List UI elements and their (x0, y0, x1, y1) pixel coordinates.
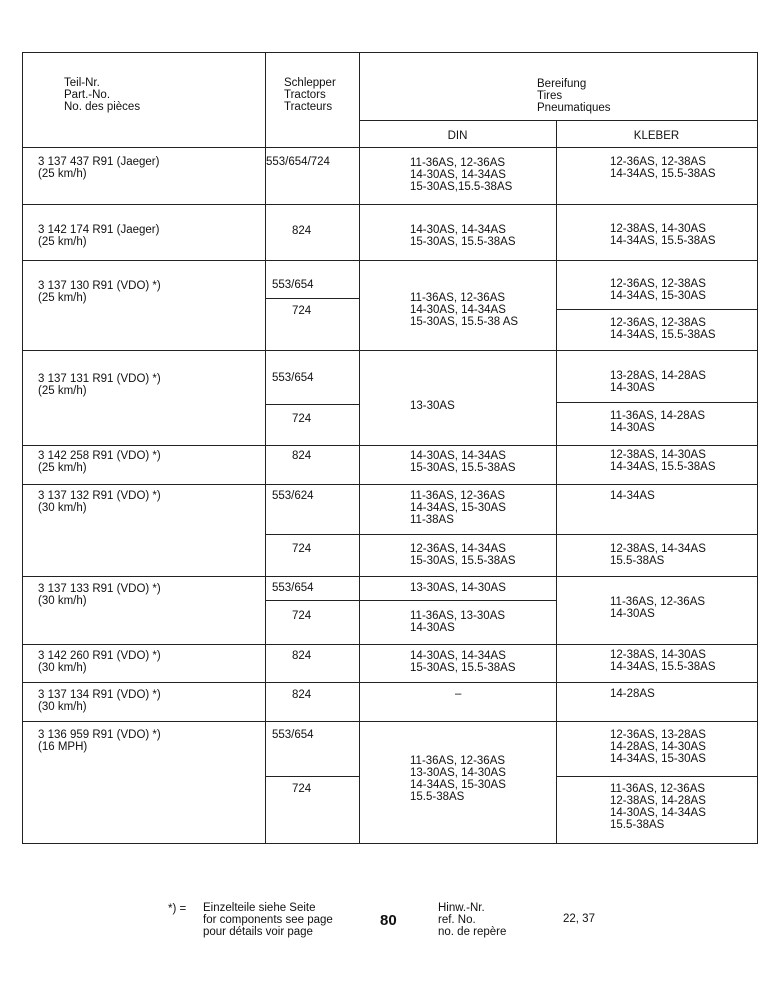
subrow-separator (265, 298, 359, 299)
kleber-tires: 12-36AS, 13-28AS 14-28AS, 14-30AS 14-34AS, 15-30AS (610, 729, 706, 765)
tractor-model: 824 (292, 650, 312, 662)
table-bottom-border (22, 843, 758, 844)
tractor-model: 824 (292, 225, 312, 237)
din-tires: 11-36AS, 13-30AS 14-30AS (410, 610, 506, 634)
tractor-model: 824 (292, 450, 312, 462)
row-separator (22, 484, 758, 485)
tractor-model: 553/654 (272, 729, 314, 741)
subrow-separator (556, 402, 757, 403)
footnote-marker: *) = (168, 903, 187, 915)
din-tires: 13-30AS, 14-30AS (410, 582, 506, 594)
kleber-tires: 13-28AS, 14-28AS 14-30AS (610, 370, 706, 394)
din-tires: 11-36AS, 12-36AS 14-34AS, 15-30AS 11-38AS (410, 490, 506, 526)
tractor-model: 553/624 (272, 490, 314, 502)
din-tires: 12-36AS, 14-34AS 15-30AS, 15.5-38AS (410, 543, 516, 567)
din-tires: 14-30AS, 14-34AS 15-30AS, 15.5-38AS (410, 224, 516, 248)
column-divider-tractors (359, 52, 360, 843)
part-number: 3 137 131 R91 (VDO) *) (25 km/h) (38, 373, 161, 397)
table-right-border (757, 52, 758, 843)
kleber-tires: 11-36AS, 12-36AS 14-30AS (610, 596, 706, 620)
part-number: 3 137 132 R91 (VDO) *) (30 km/h) (38, 490, 161, 514)
din-tires: 13-30AS (410, 400, 455, 412)
tires-subheader-line (359, 120, 757, 121)
kleber-tires: 11-36AS, 14-28AS 14-30AS (610, 410, 706, 434)
tractor-model: 724 (292, 543, 312, 555)
din-tires: 11-36AS, 12-36AS 14-30AS, 14-34AS 15-30AS,15.5-38AS (410, 157, 513, 193)
subrow-separator (265, 600, 556, 601)
kleber-tires: 12-38AS, 14-30AS 14-34AS, 15.5-38AS (610, 649, 716, 673)
reference-label: Hinw.-Nr. ref. No. no. de repère (438, 902, 507, 938)
tractor-model: 553/654 (272, 279, 314, 291)
part-number: 3 137 437 R91 (Jaeger) (25 km/h) (38, 156, 160, 180)
subrow-separator (265, 404, 359, 405)
part-number: 3 142 260 R91 (VDO) *) (30 km/h) (38, 650, 161, 674)
column-divider-din (556, 120, 557, 843)
subrow-separator (265, 534, 757, 535)
kleber-tires: 14-28AS (610, 688, 655, 700)
row-separator (22, 350, 758, 351)
kleber-tires: 12-38AS, 14-30AS 14-34AS, 15.5-38AS (610, 449, 716, 473)
kleber-tires: 12-38AS, 14-30AS 14-34AS, 15.5-38AS (610, 223, 716, 247)
tractor-model: 553/654/724 (266, 156, 330, 168)
subrow-separator (265, 776, 359, 777)
tractor-model: 553/654 (272, 372, 314, 384)
din-tires: 14-30AS, 14-34AS 15-30AS, 15.5-38AS (410, 450, 516, 474)
kleber-tires: 12-36AS, 12-38AS 14-34AS, 15.5-38AS (610, 317, 716, 341)
part-number: 3 136 959 R91 (VDO) *) (16 MPH) (38, 729, 161, 753)
din-tires: – (455, 688, 462, 700)
row-separator (22, 682, 758, 683)
tractor-model: 724 (292, 783, 312, 795)
row-separator (22, 260, 758, 261)
part-number: 3 142 174 R91 (Jaeger) (25 km/h) (38, 224, 160, 248)
tractors-header: Schlepper Tractors Tracteurs (284, 77, 336, 113)
kleber-tires: 14-34AS (610, 490, 655, 502)
row-separator (22, 644, 758, 645)
tractor-model: 724 (292, 305, 312, 317)
kleber-tires: 11-36AS, 12-36AS 12-38AS, 14-28AS 14-30AS, 14-34AS 15.5-38AS (610, 783, 706, 831)
kleber-tires: 12-36AS, 12-38AS 14-34AS, 15.5-38AS (610, 156, 716, 180)
subrow-separator (556, 309, 757, 310)
column-divider-part (265, 52, 266, 843)
page-reference: 80 (380, 912, 397, 929)
kleber-tires: 12-38AS, 14-34AS 15.5-38AS (610, 543, 706, 567)
footnote-text: Einzelteile siehe Seite for components see page pour détails voir page (203, 902, 333, 938)
kleber-header: KLEBER (633, 130, 680, 142)
part-no-header: Teil-Nr. Part.-No. No. des pièces (64, 77, 141, 113)
din-header: DIN (447, 130, 468, 142)
table-left-border (22, 52, 23, 843)
tractor-model: 724 (292, 610, 312, 622)
din-tires: 11-36AS, 12-36AS 14-30AS, 14-34AS 15-30AS, 15.5-38 AS (410, 292, 519, 328)
kleber-tires: 12-36AS, 12-38AS 14-34AS, 15-30AS (610, 278, 706, 302)
tires-header: Bereifung Tires Pneumatiques (537, 78, 611, 114)
table-top-border (22, 52, 758, 53)
reference-values: 22, 37 (563, 913, 595, 925)
row-separator (22, 445, 758, 446)
row-separator (22, 576, 758, 577)
din-tires: 14-30AS, 14-34AS 15-30AS, 15.5-38AS (410, 650, 516, 674)
part-number: 3 142 258 R91 (VDO) *) (25 km/h) (38, 450, 161, 474)
din-tires: 11-36AS, 12-36AS 13-30AS, 14-30AS 14-34AS, 15-30AS 15.5-38AS (410, 755, 506, 803)
tractor-model: 824 (292, 689, 312, 701)
header-bottom-line (22, 147, 758, 148)
tractor-model: 553/654 (272, 582, 314, 594)
row-separator (22, 721, 758, 722)
part-number: 3 137 133 R91 (VDO) *) (30 km/h) (38, 583, 161, 607)
part-number: 3 137 130 R91 (VDO) *) (25 km/h) (38, 280, 161, 304)
tractor-model: 724 (292, 413, 312, 425)
part-number: 3 137 134 R91 (VDO) *) (30 km/h) (38, 689, 161, 713)
subrow-separator (556, 776, 757, 777)
row-separator (22, 204, 758, 205)
